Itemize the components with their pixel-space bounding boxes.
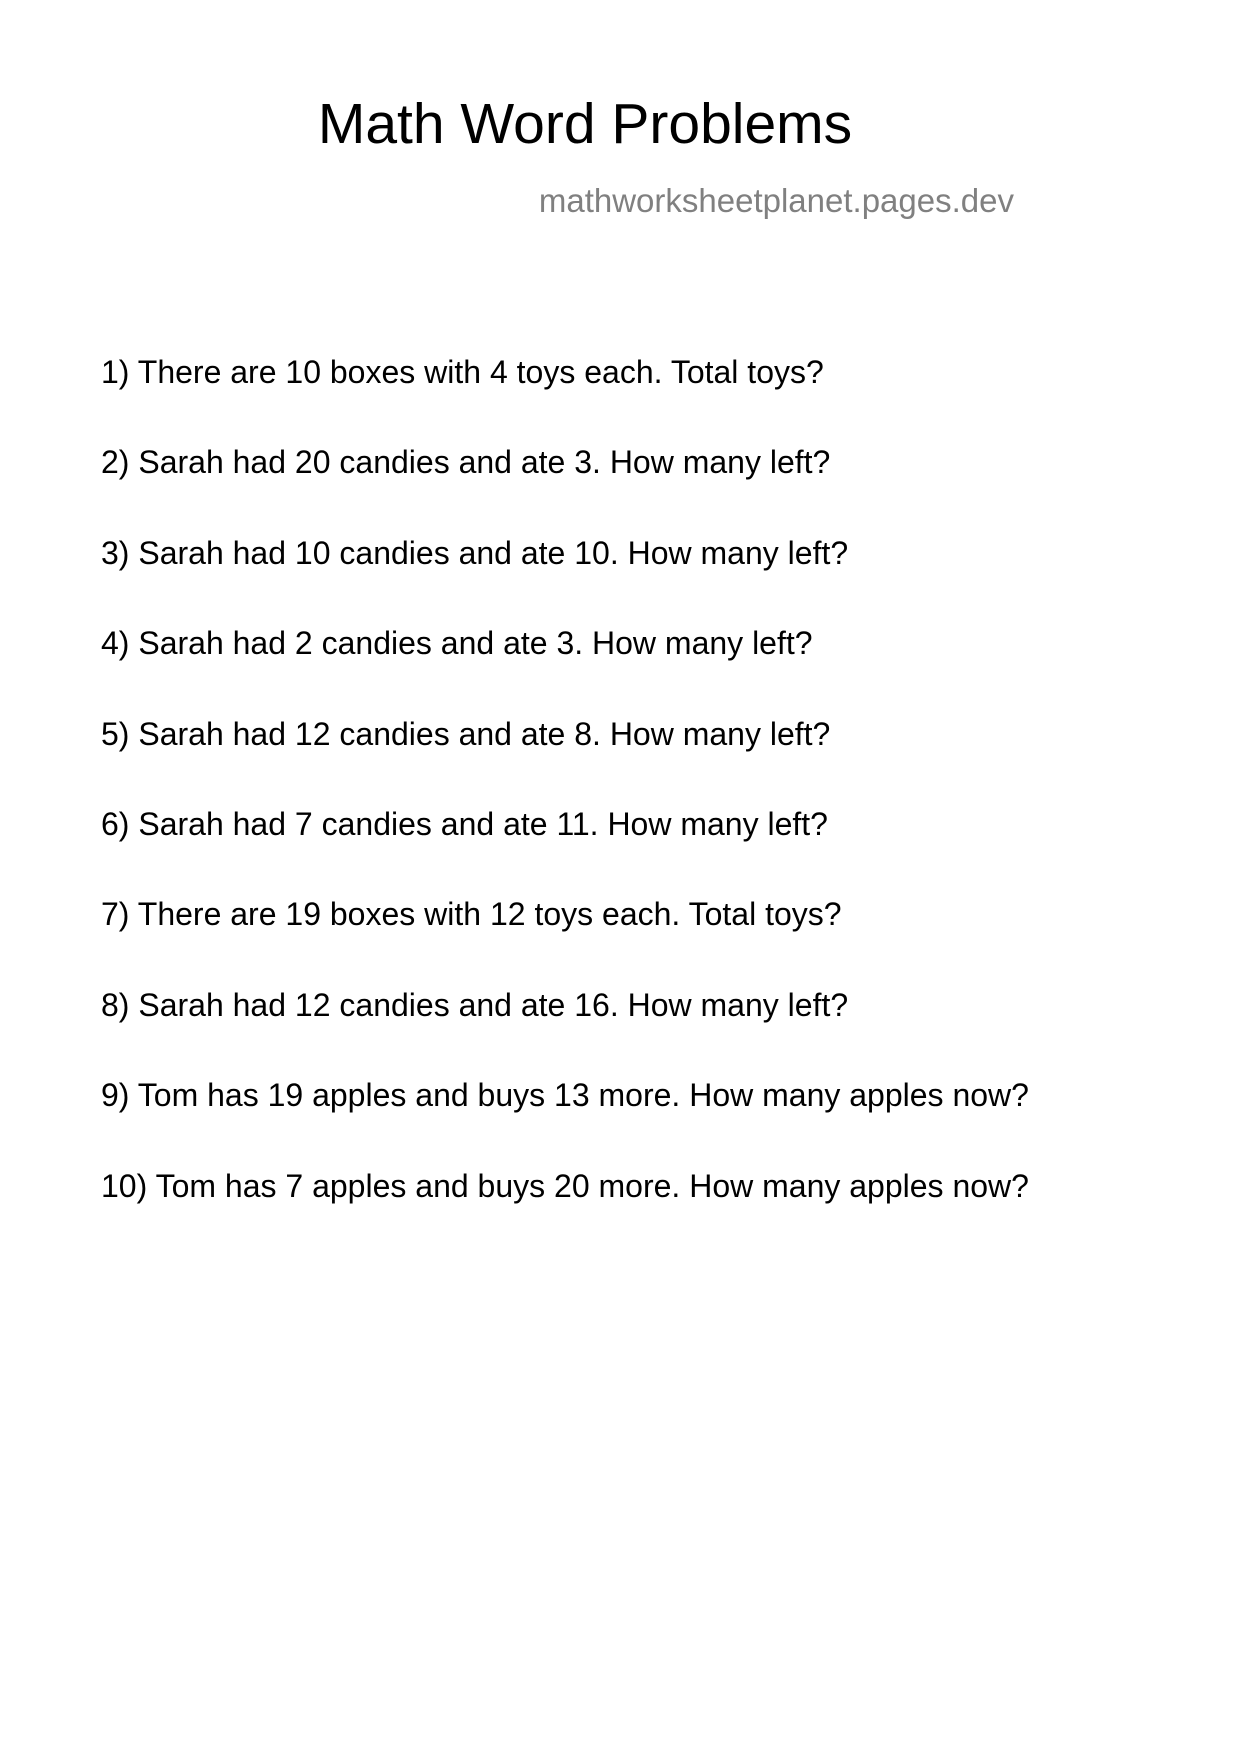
problem-item: 2) Sarah had 20 candies and ate 3. How many left?	[101, 444, 831, 481]
problem-item: 1) There are 10 boxes with 4 toys each. Total toys?	[101, 354, 824, 390]
problem-item: 4) Sarah had 2 candies and ate 3. How many left?	[101, 625, 813, 662]
problem-item: 5) Sarah had 12 candies and ate 8. How many left?	[101, 715, 831, 752]
source-url: mathworksheetplanet.pages.dev	[538, 182, 1014, 219]
problem-item: 8) Sarah had 12 candies and ate 16. How many left?	[101, 986, 849, 1023]
problem-item: 10) Tom has 7 apples and buys 20 more. How many apples now?	[101, 1167, 1029, 1204]
problem-list	[101, 352, 1029, 1256]
problem-item: 6) Sarah had 7 candies and ate 11. How many left?	[101, 805, 828, 842]
problem-item: 7) There are 19 boxes with 12 toys each. Total toys?	[101, 896, 842, 933]
problem-item: 3) Sarah had 10 candies and ate 10. How many left?	[101, 534, 849, 571]
problem-item: 9) Tom has 19 apples and buys 13 more. How many apples now?	[101, 1077, 1029, 1114]
page-title: Math Word Problems	[317, 92, 853, 156]
